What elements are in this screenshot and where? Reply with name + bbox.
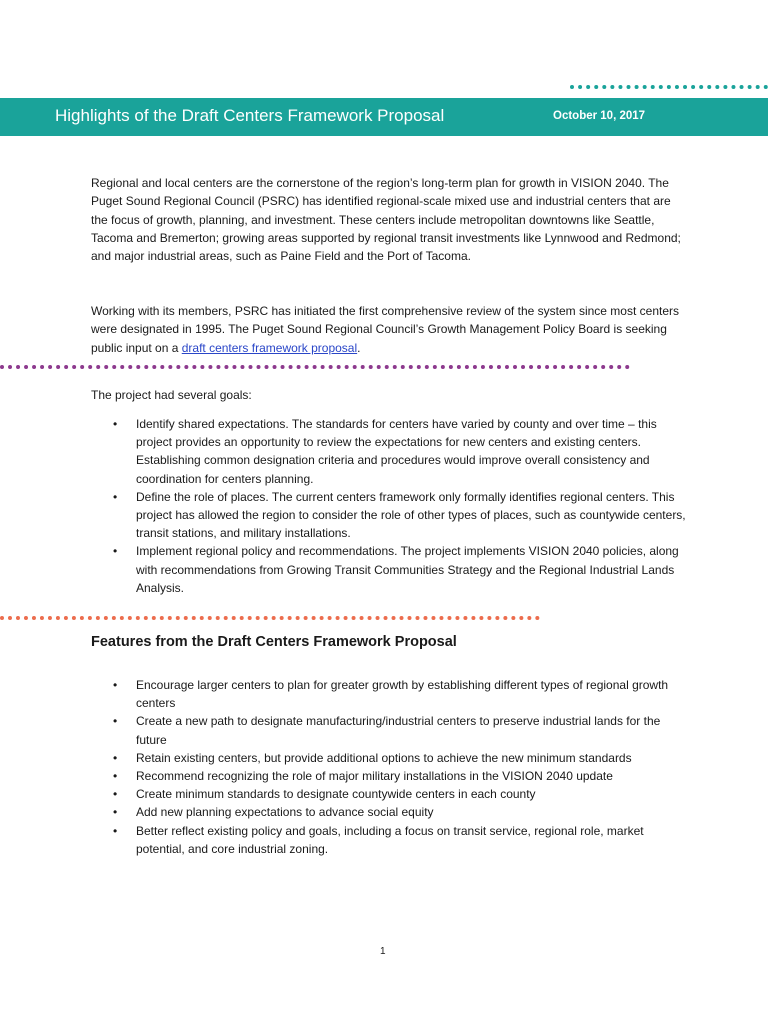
feature-text: Add new planning expectations to advance social equity [136,805,434,820]
intro-paragraph-2-end: . [357,340,361,355]
feature-text: Retain existing centers, but provide additional options to achieve the new minimum standards [136,750,632,765]
goal-item [91,415,691,488]
feature-item [91,822,691,858]
goal-title: Define the role of places. [136,489,269,504]
intro-paragraph-1: Regional and local centers are the cornerstone of the region’s long-term plan for growth in VISION 2040. The Puget Sound Regional Council (PSRC) has identified regional-scale mixed use and industrial centers that are the focus of growth, planning, and investment. These centers include metropolitan downtowns like Seattle, Tacoma and Bremerton; growing areas supported by regional transit investments like Lynnwood and Redmond; and major industrial areas, such as Paine Field and the Port of Tacoma. [91,176,681,264]
goal-title: Identify shared expectations. [136,417,289,431]
document-date: October 10, 2017 [553,110,646,122]
feature-item [91,785,691,803]
feature-text: Better reflect existing policy and goals, including a focus on transit service, regional role, market potential, and core industrial zoning. [136,823,644,856]
intro-paragraph-2-text: Working with its members, PSRC has initiated the first comprehensive review of the system since most centers were designated in 1995. The Puget Sound Regional Council’s Growth Management Policy Board is seeking public input on a [91,304,679,355]
feature-item [91,676,691,712]
bullet-icon: • [113,544,118,559]
bullet-icon: • [113,805,118,820]
feature-text: Encourage larger centers to plan for greater growth by establishing different types of regional growth centers [136,678,669,711]
feature-item [91,767,691,785]
goal-item [91,542,691,597]
goal-text: The project implements VISION 2040 policies, along with recommendations from Growing Transit Communities Strategy and the Regional Industrial Lands Analysis. [136,544,679,595]
goal-title: Implement regional policy and recommendations. [136,544,398,559]
feature-text: Create a new path to designate manufacturing/industrial centers to preserve industrial lands for the future [136,714,661,747]
goal-item [91,488,691,543]
features-heading: Features from the Draft Centers Framework Proposal [91,634,457,650]
draft-proposal-link[interactable]: draft centers framework proposal [181,340,358,355]
bullet-icon: • [113,787,118,802]
bullet-icon: • [113,823,118,838]
page-number: 1 [380,946,386,957]
feature-item [91,712,691,748]
orange-dotted-divider [0,616,540,620]
goals-intro: The project had several goals: [91,388,252,402]
bullet-icon: • [113,750,118,765]
header-banner [0,98,768,136]
bullet-icon: • [113,714,118,729]
feature-text: Create minimum standards to designate countywide centers in each county [136,787,536,802]
goal-text: The standards for centers have varied by county and over time – this project provides an opportunity to review the expectations for new centers and existing centers. Establishing common designation criteria and procedures would improve overall consistency and coordination for centers planning. [136,417,657,486]
bullet-icon: • [113,489,118,504]
feature-item [91,749,691,767]
bullet-icon: • [113,678,118,692]
goals-list [91,415,691,597]
purple-dotted-divider [0,365,630,369]
feature-item [91,803,691,821]
bullet-icon: • [113,769,118,784]
goal-text: The current centers framework only formally identifies regional centers. This project has allowed the region to consider the role of other types of places, such as countywide centers, transit stations, and military installations. [136,489,686,541]
features-list [91,676,691,858]
intro-paragraph-2 [91,302,681,357]
feature-text: Recommend recognizing the role of major military installations in the VISION 2040 update [136,769,613,784]
teal-dotted-divider [570,85,768,89]
bullet-icon: • [113,417,118,431]
document-title: Highlights of the Draft Centers Framework Proposal [55,106,445,125]
